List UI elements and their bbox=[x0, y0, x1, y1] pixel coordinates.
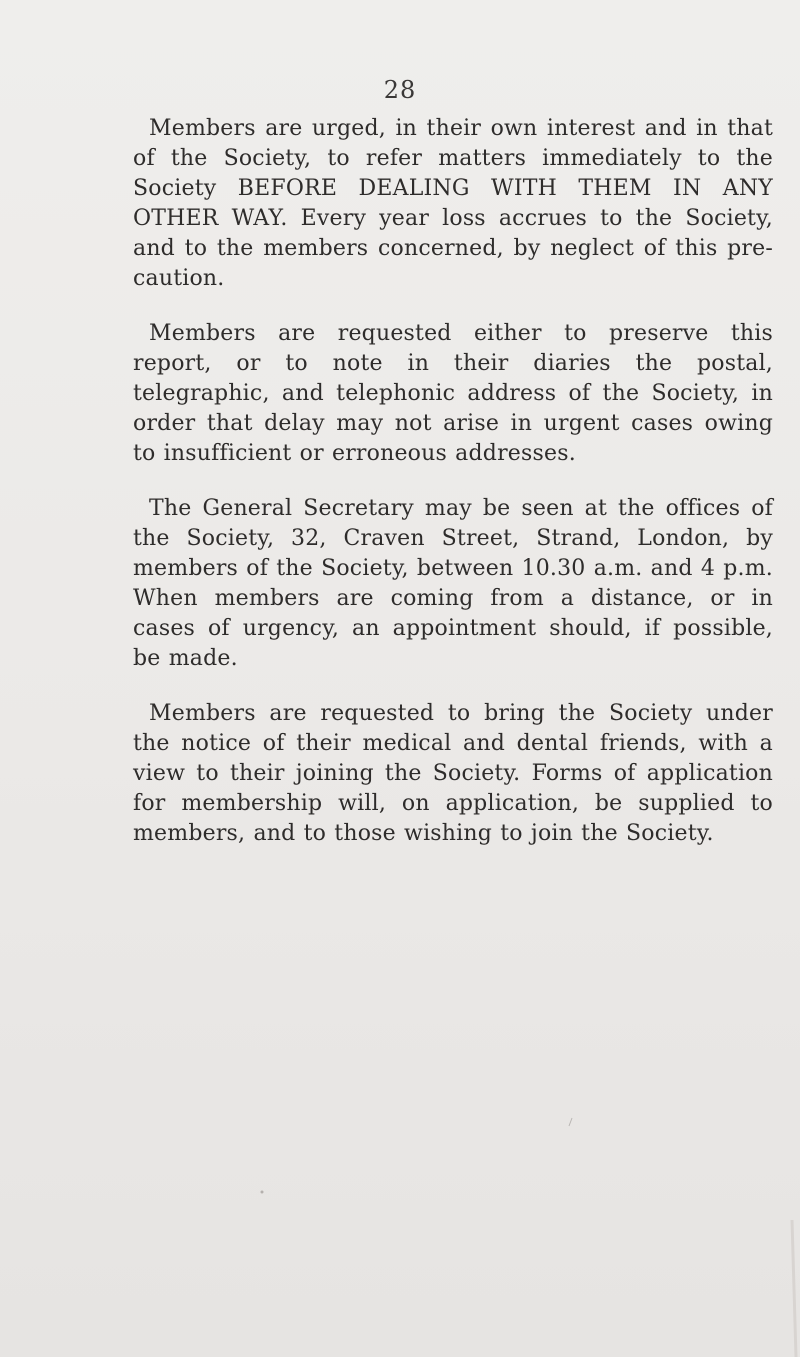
paragraph-preserve-report: Members are requested either to preserve this report, or to note in their diaries the postal, telegraphic, and telephonic address of the Society, in order that delay may not arise in urgent cases owing to insufficient or erroneous addresses. bbox=[133, 321, 773, 466]
paragraph-refer-matters: Members are urged, in their own interest and in that of the Society, to refer matters immediately to the Society BEFORE DEALING WITH THEM IN ANY OTHER WAY. Every year loss accrues to the Society, and to the members concerned, by neglect of this pre-caution. bbox=[133, 116, 773, 291]
page-number: 28 bbox=[383, 76, 417, 104]
paragraph-recruit-members: Members are requested to bring the Society under the notice of their medical and dental friends, with a view to their joining the Society. Forms of application for membership will, on application, be supplied to members, and to those wishing to join the Society. bbox=[133, 701, 773, 846]
body-text bbox=[133, 114, 773, 874]
paragraph-general-secretary: The General Secretary may be seen at the offices of the Society, 32, Craven Street, Strand, London, by members of the Society, between 10.30 a.m. and 4 p.m. When members are coming from a distance, or in cases of urgency, an appointment should, if possible, be made. bbox=[133, 496, 773, 671]
